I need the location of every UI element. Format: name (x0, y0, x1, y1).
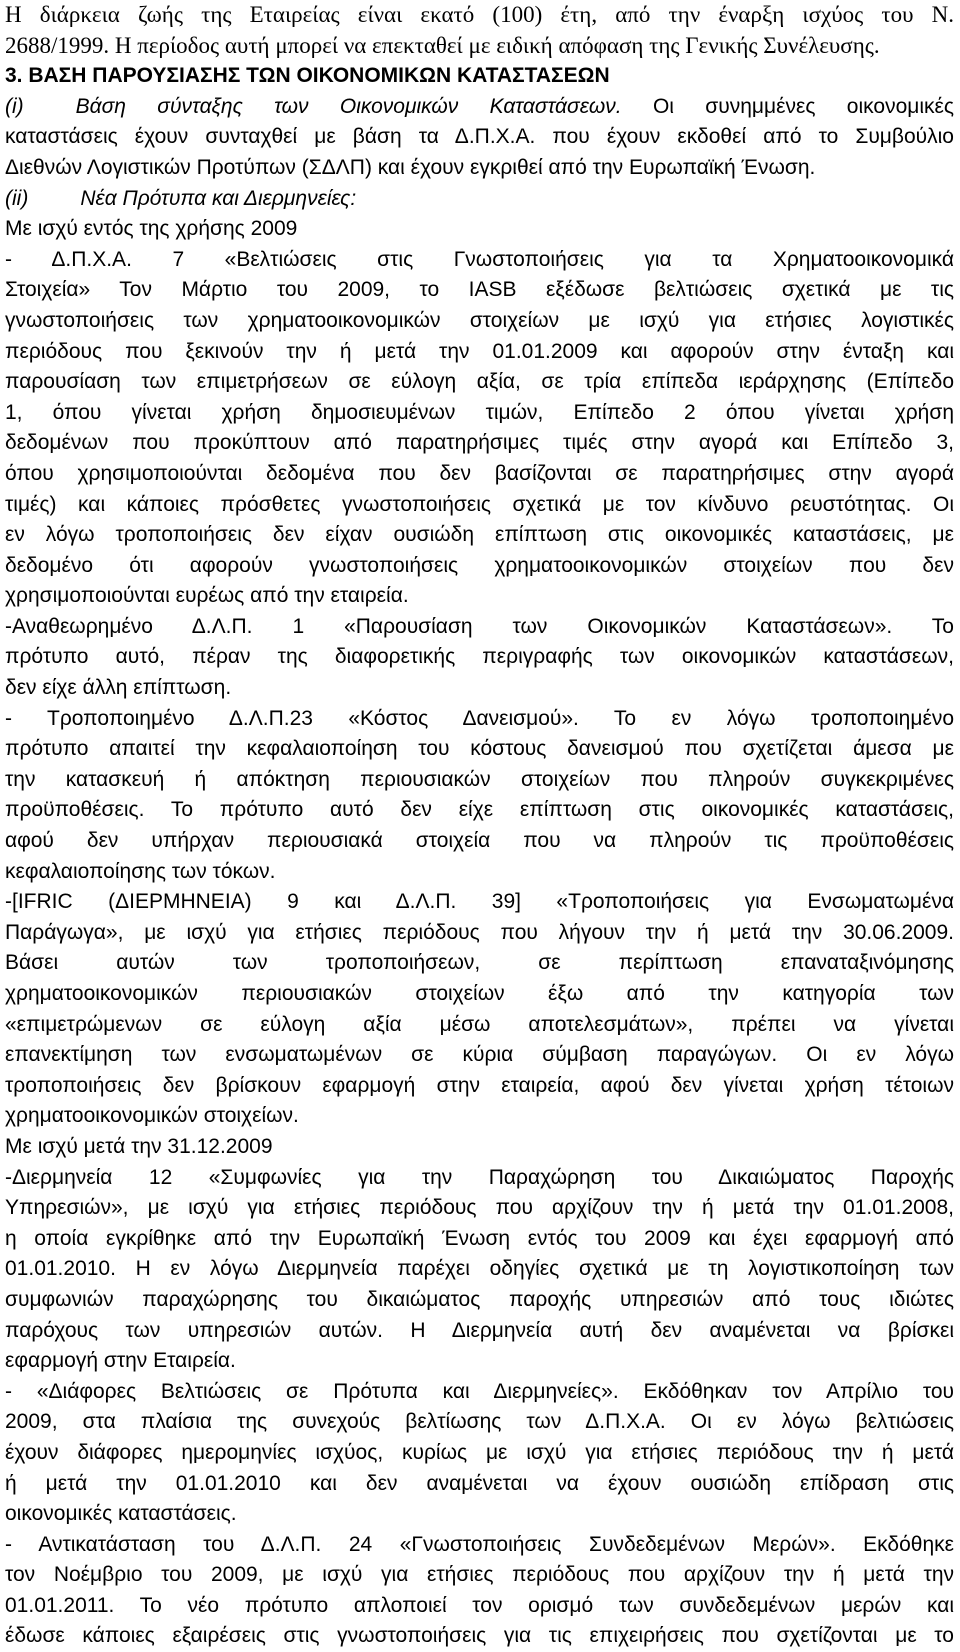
body-line: -[IFRIC (ΔΙΕΡΜΗΝΕΙΑ) 9 και Δ.Λ.Π. 39] «Τροποποιήσεις για Ενσωματωμένα (5, 890, 954, 914)
intro-line-2: 2688/1999. Η περίοδος αυτή μπορεί να επεκταθεί με ειδική απόφαση της Γενικής Συνέλευσης. (5, 32, 880, 58)
body-line: 01.01.2011. Το νέο πρότυπο απλοποιεί τον ορισμό των συνδεδεμένων μερών και (5, 1593, 954, 1617)
body-line: «επιμετρώμενων σε εύλογη αξία μέσω αποτελεσμάτων», πρέπει να γίνεται (5, 1012, 954, 1036)
body-line: δεδομένο ότι αφορούν γνωστοποιήσεις χρηματοοικονομικών στοιχείων που δεν (5, 553, 954, 577)
subsection-ii-label: (ii) (5, 186, 29, 210)
body-line: 2009, στα πλαίσια της συνεχούς βελτίωσης των Δ.Π.Χ.Α. Οι εν λόγω βελτιώσεις (5, 1410, 954, 1434)
body-line: δεν είχε άλλη επίπτωση. (5, 676, 232, 700)
body-line-text: 7 «Βελτιώσεις στις Γνωστοποιήσεις για τα Χρηματοοικονομικά (172, 247, 954, 271)
body-line: αφού δεν υπήρχαν περιουσιακά στοιχεία που να πληρούν τις προϋποθέσεις (5, 829, 954, 853)
body-line: - «Διάφορες Βελτιώσεις σε Πρότυπα και Διερμηνείες». Εκδόθηκαν τον Απρίλιο του (5, 1379, 954, 1403)
body-line: τον Νοέμβριο του 2009, με ισχύ για ετήσιες περιόδους που αρχίζουν την ή μετά την (5, 1563, 954, 1587)
subsection-i-title: Βάση σύνταξης των Οικονομικών Καταστάσεων. (75, 94, 622, 118)
dash-marker: - (5, 614, 12, 638)
subsection-i (5, 92, 954, 123)
body-line: χρηματοοικονομικών περιουσιακών στοιχείων έξω από την κατηγορία των (5, 982, 954, 1005)
body-line: έχουν διάφορες ημερομηνίες ισχύος, κυρίως με ισχύ για ετήσιες περιόδους την ή μετά (5, 1440, 954, 1464)
body-line: Παράγωγα», με ισχύ για ετήσιες περιόδους που λήγουν την ή μετά την 30.06.2009. (5, 920, 954, 944)
subsection-i-line-3: Διεθνών Λογιστικών Προτύπων (ΣΔΛΠ) και έχουν εγκριθεί από την Ευρωπαϊκή Ένωση. (5, 155, 816, 179)
body-line: περιόδους που ξεκινούν την ή μετά την 01.01.2009 και αφορούν στην ένταξη και (5, 339, 954, 363)
body-line: τιμές) και κάποιες πρόσθετες γνωστοποιήσεις σχετικά με τον κίνδυνο ρευστότητας. Οι (5, 492, 954, 516)
body-line (5, 612, 954, 643)
body-line: πρότυπο απαιτεί την κεφαλαιοποίηση του κόστους δανεισμού που σχετίζεται άμεσα με (5, 737, 954, 761)
body-line: -Διερμηνεία 12 «Συμφωνίες για την Παραχώρηση του Δικαιώματος Παροχής (5, 1165, 954, 1189)
body-line: δεδομένων που προκύπτουν από παρατηρήσιμες τιμές στην αγορά και Επίπεδο 3, (5, 431, 954, 455)
intro-line-1: Η διάρκεια ζωής της Εταιρείας είναι εκατό (100) έτη, από την έναρξη ισχύος του Ν. (5, 2, 954, 27)
body-line: Στοιχεία» Τον Μάρτιο του 2009, το IASB εξέδωσε βελτιώσεις σχετικά με τις (5, 278, 954, 302)
body-line: πρότυπο αυτό, πέραν της διαφορετικής περιγραφής των οικονομικών καταστάσεων, (5, 645, 954, 669)
effective-2009-heading: Με ισχύ εντός της χρήσης 2009 (5, 217, 298, 241)
body-line (5, 245, 954, 276)
body-line: - Αντικατάσταση του Δ.Λ.Π. 24 «Γνωστοποιήσεις Συνδεδεμένων Μερών». Εκδόθηκε (5, 1532, 954, 1556)
body-line: παρόχους των υπηρεσιών αυτών. Η Διερμηνεία αυτή δεν αναμένεται να βρίσκει (5, 1318, 954, 1342)
body-line: 1, όπου γίνεται χρήση δημοσιευμένων τιμών, Επίπεδο 2 όπου γίνεται χρήση (5, 400, 954, 424)
body-line: την κατασκευή ή απόκτηση περιουσιακών στοιχείων που πληρούν συγκεκριμένες (5, 767, 954, 791)
body-line: χρηματοοικονομικών στοιχείων. (5, 1104, 299, 1128)
body-line: εφαρμογή στην Εταιρεία. (5, 1349, 236, 1373)
body-line: έδωσε κάποιες εξαιρέσεις στις γνωστοποιήσεις για τις επιχειρήσεις που σχετίζονται με το (5, 1624, 954, 1648)
body-line: οικονομικές καταστάσεις. (5, 1502, 237, 1526)
body-line: γνωστοποιήσεις των χρηματοοικονομικών στοιχείων με ισχύ για ετήσιες λογιστικές (5, 308, 954, 332)
subsection-i-line-2: καταστάσεις έχουν συνταχθεί με βάση τα Δ.Π.Χ.Α. που έχουν εκδοθεί από το Συμβούλιο (5, 125, 954, 149)
body-line: - Τροποποιημένο Δ.Λ.Π.23 «Κόστος Δανεισμού». Το εν λόγω τροποποιημένο (5, 706, 954, 730)
subsection-ii (5, 184, 954, 215)
body-line: συμφωνιών παραχώρησης του δικαιώματος παροχής υπηρεσιών από τους ιδιώτες (5, 1287, 954, 1311)
section-heading: 3. ΒΑΣΗ ΠΑΡΟΥΣΙΑΣΗΣ ΤΩΝ ΟΙΚΟΝΟΜΙΚΩΝ ΚΑΤΑΣΤΑΣΕΩΝ (5, 64, 610, 88)
body-line: κεφαλαιοποίησης των τόκων. (5, 859, 276, 883)
body-line: ή μετά την 01.01.2010 και δεν αναμένεται να έχουν ουσιώδη επίδραση στις (5, 1471, 954, 1495)
body-line: εν λόγω τροποποιήσεις δεν είχαν ουσιώδη επίπτωση στις οικονομικές καταστάσεις, με (5, 523, 954, 547)
dpxa-prefix: - Δ.Π.Χ.Α. (5, 247, 132, 271)
body-line: προϋποθέσεις. Το πρότυπο αυτό δεν είχε επίπτωση στις οικονομικές καταστάσεις, (5, 798, 954, 822)
subsection-i-label: (i) (5, 94, 24, 118)
body-line: Βάσει αυτών των τροποποιήσεων, σε περίπτωση επαναταξινόμησης (5, 951, 954, 975)
subsection-i-rest: Οι συνημμένες οικονομικές (652, 94, 954, 118)
body-line: η οποία εγκρίθηκε από την Ευρωπαϊκή Ένωση εντός του 2009 και έχει εφαρμογή από (5, 1226, 954, 1250)
body-line: Υπηρεσιών», με ισχύ για ετήσιες περιόδους που αρχίζουν την ή μετά την 01.01.2008, (5, 1196, 954, 1220)
body-line: παρουσίαση των επιμετρήσεων σε εύλογη αξία, σε τρία επίπεδα ιεράρχησης (Επίπεδο (5, 370, 954, 394)
body-line: επανεκτίμηση των ενσωματωμένων σε κύρια σύμβαση παραγώγων. Οι εν λόγω (5, 1043, 954, 1067)
body-line: χρησιμοποιούνται ευρέως από την εταιρεία. (5, 584, 409, 608)
body-line: όπου χρησιμοποιούνται δεδομένα που δεν βασίζονται σε παρατηρήσιμες στην αγορά (5, 461, 954, 485)
body-line: τροποποιήσεις δεν βρίσκουν εφαρμογή στην εταιρεία, αφού δεν γίνεται χρήση τέτοιων (5, 1073, 954, 1097)
effective-after-2009-heading: Με ισχύ μετά την 31.12.2009 (5, 1134, 273, 1158)
body-line-text: Αναθεωρημένο Δ.Λ.Π. 1 «Παρουσίαση των Οικονομικών Καταστάσεων». Το (12, 614, 954, 638)
subsection-ii-title: Νέα Πρότυπα και Διερμηνείες: (80, 186, 357, 210)
body-line: 01.01.2010. Η εν λόγω Διερμηνεία παρέχει οδηγίες σχετικά με τη λογιστικοποίηση των (5, 1257, 954, 1281)
